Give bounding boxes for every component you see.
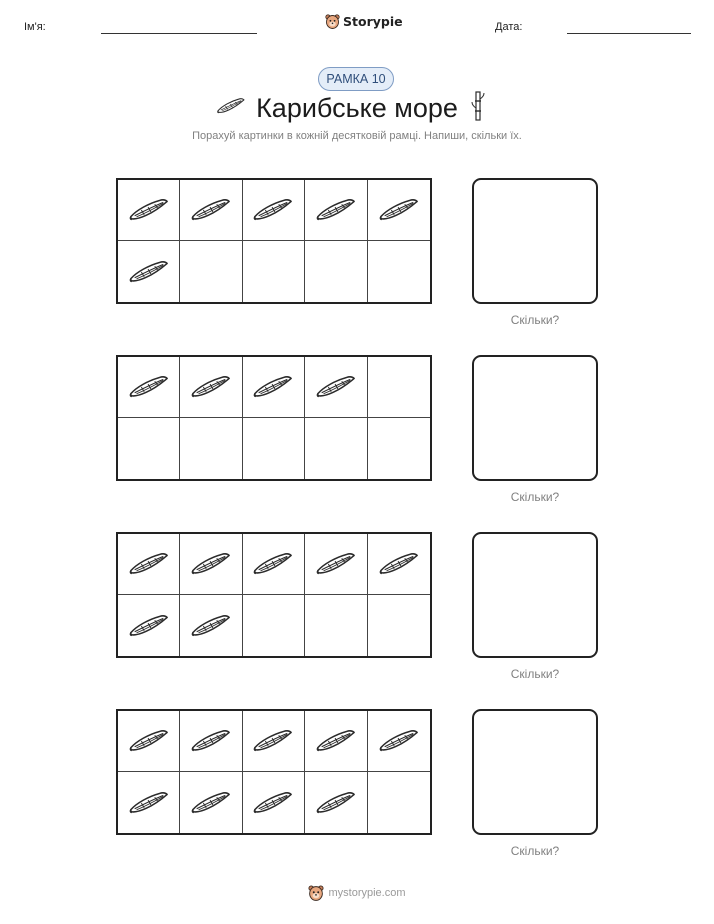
answer-box[interactable]	[472, 178, 598, 304]
page-title: Карибське море	[256, 93, 458, 123]
canoe-icon	[128, 259, 170, 285]
canoe-icon	[252, 790, 294, 816]
frame-cell	[118, 595, 180, 656]
frame-cell	[118, 772, 180, 833]
frame-cell	[368, 180, 430, 241]
frame-cell	[180, 534, 242, 595]
canoe-icon	[128, 613, 170, 639]
canoe-icon	[128, 374, 170, 400]
canoe-icon	[190, 551, 232, 577]
date-label: Дата:	[495, 21, 523, 33]
frame-cell	[243, 534, 305, 595]
canoe-icon	[190, 197, 232, 223]
answer-box[interactable]	[472, 709, 598, 835]
frame-cell	[118, 241, 180, 302]
canoe-icon	[252, 197, 294, 223]
frame-cell	[368, 595, 430, 656]
canoe-icon	[190, 790, 232, 816]
answer-prompt: Скільки?	[510, 313, 560, 327]
frame-cell	[368, 357, 430, 418]
frame-cell	[305, 241, 367, 302]
frame-cell	[118, 418, 180, 479]
frame-cell	[243, 595, 305, 656]
frame-cell	[180, 772, 242, 833]
frame-cell	[368, 418, 430, 479]
brand-logo	[325, 13, 403, 30]
canoe-icon	[315, 551, 357, 577]
answer-box[interactable]	[472, 355, 598, 481]
name-field[interactable]	[101, 33, 257, 34]
frame-cell	[180, 241, 242, 302]
canoe-icon	[315, 728, 357, 754]
canoe-icon	[315, 197, 357, 223]
frame-cell	[305, 418, 367, 479]
frame-cell	[305, 357, 367, 418]
answer-prompt: Скільки?	[510, 844, 560, 858]
frame-cell	[368, 534, 430, 595]
name-label: Ім'я:	[24, 21, 46, 33]
footer	[0, 884, 714, 902]
ten-frame	[116, 355, 432, 481]
frame-cell	[118, 534, 180, 595]
canoe-icon	[128, 197, 170, 223]
canoe-icon	[190, 613, 232, 639]
canoe-icon	[190, 374, 232, 400]
answer-box[interactable]	[472, 532, 598, 658]
frame-cell	[243, 241, 305, 302]
brand-name: Storypie	[343, 14, 403, 29]
frame-cell	[243, 772, 305, 833]
instructions: Порахуй картинки в кожній десятковій рамці. Напиши, скільки їх.	[192, 130, 522, 142]
frame-cell	[118, 357, 180, 418]
date-field[interactable]	[567, 33, 691, 34]
canoe-icon	[128, 551, 170, 577]
frame-cell	[180, 595, 242, 656]
frame-cell	[180, 357, 242, 418]
frame-cell	[305, 534, 367, 595]
bamboo-icon	[470, 90, 486, 122]
canoe-icon	[378, 728, 420, 754]
frame-cell	[368, 241, 430, 302]
answer-prompt: Скільки?	[510, 490, 560, 504]
canoe-icon	[252, 374, 294, 400]
canoe-icon	[315, 374, 357, 400]
frame-cell	[243, 711, 305, 772]
canoe-icon	[252, 551, 294, 577]
frame-cell	[243, 180, 305, 241]
frame-cell	[305, 711, 367, 772]
storypie-mascot-icon	[308, 884, 324, 902]
storypie-mascot-icon	[325, 13, 340, 30]
canoe-icon	[378, 197, 420, 223]
ten-frame	[116, 178, 432, 304]
frame-cell	[180, 418, 242, 479]
frame-cell	[118, 180, 180, 241]
frame-cell	[305, 595, 367, 656]
frame-cell	[180, 180, 242, 241]
ten-frame	[116, 709, 432, 835]
frame-cell	[305, 772, 367, 833]
frame-cell	[243, 418, 305, 479]
frame-cell	[368, 772, 430, 833]
frame-cell	[368, 711, 430, 772]
canoe-icon	[378, 551, 420, 577]
canoe-icon	[252, 728, 294, 754]
answer-prompt: Скільки?	[510, 667, 560, 681]
frame-cell	[243, 357, 305, 418]
canoe-icon	[190, 728, 232, 754]
frame-cell	[118, 711, 180, 772]
footer-url: mystorypie.com	[328, 887, 406, 899]
ten-frame	[116, 532, 432, 658]
frame-cell	[305, 180, 367, 241]
frame-cell	[180, 711, 242, 772]
canoe-icon	[315, 790, 357, 816]
canoe-icon	[128, 790, 170, 816]
frame-badge: РАМКА 10	[318, 67, 394, 91]
canoe-icon	[128, 728, 170, 754]
